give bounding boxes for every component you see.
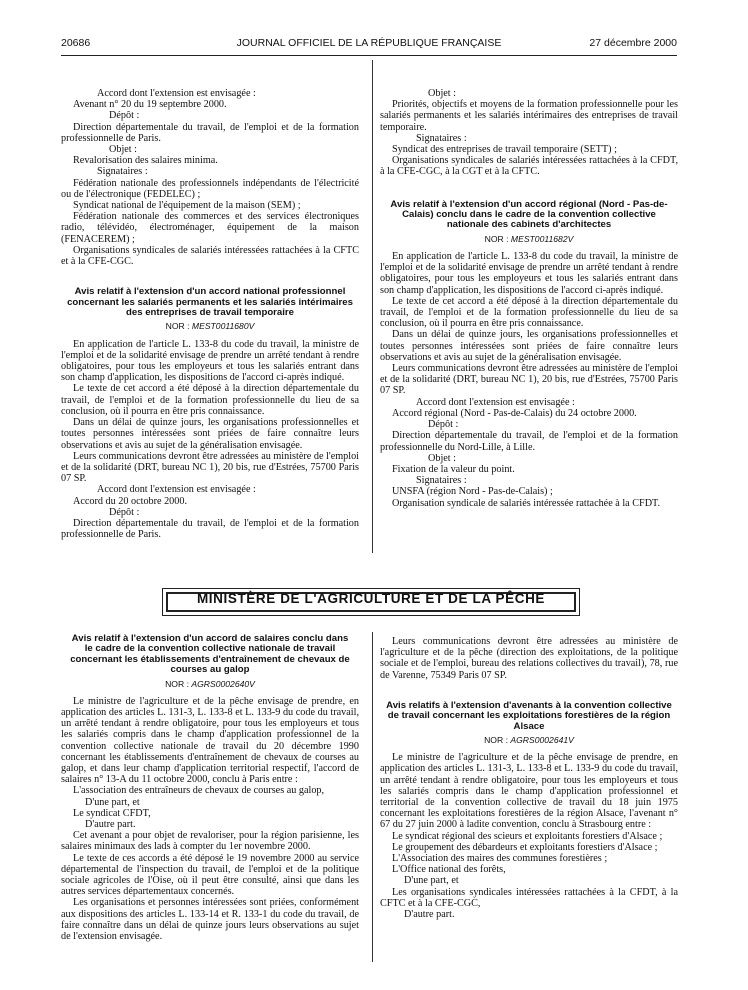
page-number: 20686	[61, 37, 91, 49]
text: Le texte de ces accords a été déposé le 19 novembre 2000 au service départemental de l'inspection du travail, de l'emploi et de la politique sociale agricoles de l'Oise, où il peut être consulté, ainsi que dans les autres services départementaux concernés.	[61, 852, 359, 898]
text: Accord dont l'extension est envisagée :	[97, 484, 256, 496]
text: L'Office national des forêts,	[392, 864, 506, 876]
text: Syndicat national de l'équipement de la maison (SEM) ;	[73, 200, 301, 212]
text: L'association des entraîneurs de chevaux de courses au galop,	[73, 785, 325, 797]
text: UNSFA (région Nord - Pas-de-Calais) ;	[392, 486, 553, 498]
text: D'une part, et	[85, 796, 140, 808]
text: Accord dont l'extension est envisagée :	[97, 88, 256, 99]
page-header	[61, 38, 677, 52]
text: Le ministre de l'agriculture et de la pêche envisage de prendre, en application des articles L. 131-3, L. 133-8 et L. 133-9 du code du travail, un arrêté tendant à rendre obligatoire, pour tous les employeurs et tous les salariés compris dans le champ d'application professionnel et territorial de la convention collective de travail du 18 juin 1975 concernant les exploitations forestières de la région Alsace, l'avenant n° 67 du 27 juin 2000 à ladite convention, conclu à Strasbourg entre :	[380, 752, 678, 831]
notice-title: Avis relatif à l'extension d'un accord régional (Nord - Pas-de-Calais) conclu dans le cadre de la convention collective nationale des cabinets d'architectes	[390, 198, 668, 231]
text: Leurs communications devront être adressées au ministère de l'emploi et de la solidarité (DRT, bureau NC 1), 20 bis, rue d'Estrées, 75700 Paris 07 SP.	[380, 363, 678, 397]
text: Leurs communications devront être adressées au ministère de l'emploi et de la solidarité (DRT, bureau NC 1), 20 bis, rue d'Estrées, 75700 Paris 07 SP.	[61, 450, 359, 485]
text: Signataires :	[416, 475, 467, 487]
notice-title: Avis relatif à l'extension d'un accord national professionnel concernant les salariés permanents et les salariés intérimaires des entreprises de travail temporaire	[67, 286, 353, 319]
text: Dépôt :	[428, 419, 459, 431]
text: En application de l'article L. 133-8 du code du travail, la ministre de l'emploi et de la solidarité envisage de prendre un arrêté tendant à rendre obligatoires, pour tous les employeurs et tous les salariés entrant dans son champ d'application, les dispositions de l'accord ci-après indiqué.	[61, 338, 359, 384]
issue-date: 27 décembre 2000	[589, 37, 677, 49]
text: L'Association des maires des communes forestières ;	[392, 853, 608, 865]
text: Objet :	[109, 144, 138, 156]
text: Accord dont l'extension est envisagée :	[416, 396, 575, 408]
text: Dépôt :	[109, 110, 140, 122]
header-rule	[61, 55, 677, 56]
nor-reference: NOR : MEST0011682V	[484, 233, 574, 244]
text: Le texte de cet accord a été déposé à la direction départementale du travail, de l'emploi et de la formation professionnelle du lieu de sa conclusion, où il pourra en être pris connaissance.	[61, 383, 359, 417]
text: D'autre part.	[85, 819, 136, 831]
text: Les organisations et personnes intéressées sont priées, conformément aux dispositions des articles L. 133-14 et R. 133-1 du code du travail, de faire connaître dans un délai de quinze jours leurs observations au sujet de l'extension envisagée.	[61, 897, 359, 943]
upper-right-column	[380, 88, 678, 509]
notice-title: Avis relatif à l'extension d'un accord de salaires conclu dans le cadre de la convention collective nationale de travail concernant les établissements d'entraînement de chevaux de courses au galop	[70, 633, 350, 676]
text: Les organisations syndicales intéressées rattachées à la CFDT, à la CFTC et à la CFE-CGC,	[380, 886, 678, 909]
text: Leurs communications devront être adressées au ministère de l'agriculture et de la pêche (direction des exploitations, de la politique sociale et de l'emploi, bureau des relations collectives du travail), 78, rue de Varenne, 75349 Paris 07 SP.	[380, 636, 678, 681]
text: Le texte de cet accord a été déposé à la direction départementale du travail, de l'emploi et de la formation professionnelle du lieu de sa conclusion, où il pourra en être pris connaissance.	[380, 295, 678, 330]
text: Accord régional (Nord - Pas-de-Calais) du 24 octobre 2000.	[392, 407, 637, 419]
notice-title: Avis relatifs à l'extension d'avenants à la convention collective de travail concernant les exploitations forestières de la région Alsace	[386, 699, 672, 732]
column-divider-upper	[372, 60, 373, 553]
text: Direction départementale du travail, de l'emploi et de la formation professionnelle du Nord-Lille, à Lille.	[380, 430, 678, 453]
nor-reference: NOR : MEST0011680V	[165, 321, 255, 332]
text: Dans un délai de quinze jours, les organisations professionnelles et toutes personnes intéressées sont priées de faire connaître leurs observations et avis au sujet de la généralisation envisagée.	[380, 329, 678, 363]
text: Objet :	[428, 88, 457, 99]
ministry-title: MINISTÈRE DE L'AGRICULTURE ET DE LA PÊCHE	[196, 591, 546, 606]
upper-left-column	[61, 88, 359, 540]
text: Avenant n° 20 du 19 septembre 2000.	[73, 99, 227, 111]
text: Organisations syndicales de salariés intéressées rattachées à la CFDT, à la CFE-CGC, à la CGT et à la CFTC.	[380, 155, 678, 178]
journal-title: JOURNAL OFFICIEL DE LA RÉPUBLIQUE FRANÇAISE	[236, 37, 502, 49]
text: D'autre part.	[404, 909, 455, 921]
column-divider-lower	[372, 632, 373, 962]
text: Dépôt :	[109, 506, 140, 518]
text: Revalorisation des salaires minima.	[73, 155, 218, 167]
text: Organisation syndicale de salariés intéressée rattachée à la CFDT.	[392, 497, 661, 509]
text: Le ministre de l'agriculture et de la pêche envisage de prendre, en application des articles L. 131-3, L. 133-8 et L. 133-9 du code du travail, un arrêté tendant à rendre obligatoire, pour tous les employeurs et tous les salariés compris dans le champ d'application professionnel de la convention collective nationale de travail du 20 décembre 1990 concernant les établissements d'entraînement de chevaux de courses au galop, et dans leur champ d'application territorial respectif, l'accord de salaires n° 13-A du 11 octobre 2000, conclu à Paris entre :	[61, 695, 359, 786]
text: Syndicat des entreprises de travail temporaire (SETT) ;	[392, 144, 617, 156]
text: Fédération nationale des professionnels indépendants de l'électricité ou de l'électronique (FEDELEC) ;	[61, 177, 359, 200]
text: Fédération nationale des commerces et des services électroniques radio, télévidéo, électroménager, équipement de la maison (FENACEREM) ;	[61, 211, 359, 245]
nor-reference: NOR : AGRS0002640V	[165, 678, 255, 689]
text: Fixation de la valeur du point.	[392, 463, 515, 475]
text: Objet :	[428, 452, 457, 464]
text: Dans un délai de quinze jours, les organisations professionnelles et toutes personnes intéressées sont priées de faire connaître leurs observations et avis au sujet de la généralisation envisagée.	[61, 417, 359, 451]
text: Accord du 20 octobre 2000.	[73, 495, 188, 507]
text: Direction départementale du travail, de l'emploi et de la formation professionnelle de Paris.	[61, 517, 359, 541]
lower-right-column	[380, 636, 678, 920]
lower-left-column	[61, 634, 359, 942]
ministry-banner	[162, 588, 580, 616]
text: Direction départementale du travail, de l'emploi et de la formation professionnelle de Paris.	[61, 121, 359, 144]
text: Le syndicat CFDT,	[73, 807, 151, 819]
text: Priorités, objectifs et moyens de la formation professionnelle pour les salariés permanents et les salariés intérimaires des entreprises de travail temporaire.	[380, 99, 678, 133]
text: Signataires :	[416, 132, 467, 144]
text: Signataires :	[97, 166, 148, 178]
text: Cet avenant a pour objet de revaloriser, pour la région parisienne, les salaires minimaux des lads à compter du 1er novembre 2000.	[61, 830, 359, 853]
text: Organisations syndicales de salariés intéressées rattachées à la CFTC et à la CFE-CGC.	[61, 244, 359, 268]
text: Le groupement des débardeurs et exploitants forestiers d'Alsace ;	[392, 841, 658, 853]
nor-reference: NOR : AGRS0002641V	[484, 735, 574, 746]
text: D'une part, et	[404, 875, 459, 887]
text: En application de l'article L. 133-8 du code du travail, la ministre de l'emploi et de la solidarité envisage de prendre un arrêté tendant à rendre obligatoires, pour tous les employeurs et tous les salariés entrant dans son champ d'application, les dispositions de l'accord ci-après indiqué.	[380, 251, 678, 296]
text: Le syndicat régional des scieurs et exploitants forestiers d'Alsace ;	[392, 830, 663, 842]
